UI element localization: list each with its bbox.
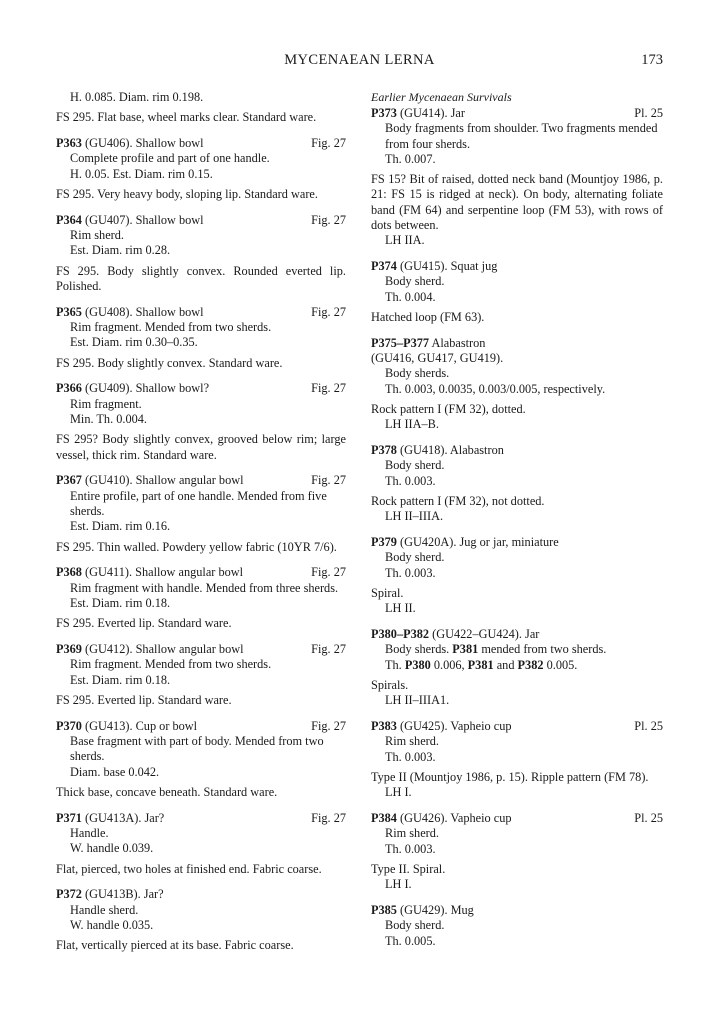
- figure-reference: Fig. 27: [311, 565, 346, 580]
- catalogue-entry-p375: [371, 336, 663, 433]
- date-range: LH I.: [385, 877, 412, 892]
- detail-text: Body sherds.: [385, 642, 453, 657]
- entry-detail-line: Th. 0.003, 0.0035, 0.003/0.005, respectively.: [385, 381, 606, 396]
- entry-heading-text: [56, 811, 311, 826]
- catalogue-number: P368: [56, 565, 82, 580]
- catalogue-number: P383: [371, 719, 397, 734]
- entry-note: [56, 540, 346, 555]
- entry-heading: [56, 381, 346, 396]
- date-range: LH I.: [385, 785, 412, 800]
- catalogue-number: P385: [371, 903, 397, 918]
- entry-note-text: Rock pattern I (FM 32), not dotted.: [371, 494, 545, 509]
- catalogue-number: P378: [371, 443, 397, 458]
- entry-detail-line: Body sherd.: [385, 458, 445, 473]
- entry-detail-line: Th. 0.004.: [385, 289, 436, 304]
- catalogue-entry-p371: [56, 811, 346, 877]
- entry-detail-line: Est. Diam. rim 0.16.: [70, 519, 171, 534]
- figure-reference: Fig. 27: [311, 381, 346, 396]
- entry-detail-line: Handle.: [70, 826, 109, 841]
- inventory-and-shape: (GU420A). Jug or jar, miniature: [400, 535, 559, 550]
- entry-note-text: Flat, vertically pierced at its base. Fabric coarse.: [56, 938, 294, 953]
- catalogue-entry-p383: [371, 719, 663, 800]
- entry-detail-line: Body fragments from shoulder. Two fragments mended from four sherds.: [385, 121, 658, 151]
- entry-heading: [56, 305, 346, 320]
- entry-note: [371, 402, 663, 433]
- figure-reference: Pl. 25: [634, 106, 663, 120]
- catalogue-number: P372: [56, 887, 82, 902]
- catalogue-entry-p385: [371, 903, 663, 949]
- inventory-and-shape: (GU411). Shallow angular bowl: [85, 565, 244, 580]
- catalogue-entry-p366: [56, 381, 346, 462]
- entry-detail-line: H. 0.085. Diam. rim 0.198.: [70, 90, 204, 104]
- entry-note-text: FS 295? Body slightly convex, grooved below rim; large vessel, thick rim. Standard ware.: [56, 432, 346, 462]
- figure-reference: Fig. 27: [311, 810, 346, 825]
- entry-heading: [56, 213, 346, 228]
- catalogue-entry-p380: [371, 627, 663, 708]
- catalogue-number: P374: [371, 259, 397, 274]
- entry-detail-line: W. handle 0.035.: [70, 918, 154, 933]
- inventory-and-shape: (GU425). Vapheio cup: [400, 719, 512, 734]
- entry-detail-line: Min. Th. 0.004.: [70, 412, 147, 427]
- catalogue-entry-p368: [56, 565, 346, 631]
- entry-heading: [371, 903, 663, 918]
- entry-note: [371, 310, 663, 325]
- entry-note: [371, 586, 663, 617]
- entry-heading: [371, 719, 663, 734]
- entry-note: [56, 264, 346, 295]
- entry-heading-text: [56, 305, 311, 320]
- catalogue-number: P380–P382: [371, 627, 430, 642]
- catalogue-number: P380: [404, 657, 431, 672]
- entry-detail-line: Rim sherd.: [385, 826, 439, 841]
- inventory-and-shape: (GU407). Shallow bowl: [85, 212, 204, 227]
- date-range: LH IIA.: [385, 233, 425, 248]
- catalogue-number: P373: [371, 106, 397, 120]
- entry-detail-line: Rim sherd.: [385, 734, 439, 749]
- entry-note-text: Hatched loop (FM 63).: [371, 310, 485, 325]
- inventory-and-shape: (GU429). Mug: [400, 903, 474, 918]
- entry-note: [56, 110, 346, 125]
- inventory-and-shape: (GU413). Cup or bowl: [85, 718, 198, 733]
- date-range: LH IIA–B.: [385, 417, 439, 432]
- entry-detail-line: Complete profile and part of one handle.: [70, 151, 270, 166]
- catalogue-number: P381: [452, 642, 479, 657]
- inventory-and-shape: (GU408). Shallow bowl: [85, 304, 204, 319]
- entry-note: [56, 616, 346, 631]
- date-range: LH II–IIIA1.: [385, 693, 450, 708]
- detail-text: and: [493, 657, 518, 672]
- catalogue-number: P369: [56, 642, 82, 657]
- entry-heading: [56, 887, 346, 902]
- entry-heading-text: [56, 381, 311, 396]
- catalogue-entry-p367: [56, 473, 346, 554]
- entry-heading: [56, 642, 346, 657]
- entry-note: [371, 770, 663, 801]
- entry-detail-line: Handle sherd.: [70, 902, 139, 917]
- catalogue-number: P375–P377: [371, 335, 430, 350]
- inventory-and-shape: (GU412). Shallow angular bowl: [85, 642, 244, 657]
- entry-note: [371, 494, 663, 525]
- catalogue-entry-cont: [56, 90, 346, 126]
- entry-detail-line: Est. Diam. rim 0.18.: [70, 672, 171, 687]
- entry-detail-line: Body sherd.: [385, 274, 445, 289]
- entry-note: [56, 785, 346, 800]
- entry-detail-line: Body sherd.: [385, 918, 445, 933]
- catalogue-entry-p379: [371, 535, 663, 616]
- entry-detail-line: Est. Diam. rim 0.30–0.35.: [70, 335, 198, 350]
- entry-heading: [56, 811, 346, 826]
- entry-note: [56, 356, 346, 371]
- catalogue-number: P379: [371, 535, 397, 550]
- entry-note: [56, 187, 346, 202]
- entry-note: [371, 172, 663, 248]
- catalogue-number: P363: [56, 136, 82, 151]
- entry-note: [371, 678, 663, 709]
- figure-reference: Pl. 25: [634, 719, 663, 734]
- entry-note-text: FS 295. Body slightly convex. Standard ware.: [56, 355, 283, 370]
- entry-detail-line: Base fragment with part of body. Mended from two sherds.: [70, 734, 324, 764]
- inventory-and-shape: (GU415). Squat jug: [400, 259, 498, 274]
- entry-note-text: Type II (Mountjoy 1986, p. 15). Ripple pattern (FM 78).: [371, 769, 649, 784]
- catalogue-entry-p363: [56, 136, 346, 202]
- entry-note-text: FS 295. Thin walled. Powdery yellow fabric (10YR 7/6).: [56, 539, 337, 554]
- inventory-numbers: (GU416, GU417, GU419).: [371, 351, 504, 366]
- catalogue-number: P370: [56, 718, 82, 733]
- entry-note-text: Flat, pierced, two holes at finished end. Fabric coarse.: [56, 861, 322, 876]
- entry-heading: [371, 811, 663, 826]
- right-column: [371, 90, 663, 949]
- catalogue-number: P384: [371, 811, 397, 826]
- catalogue-entry-p365: [56, 305, 346, 371]
- figure-reference: Fig. 27: [311, 304, 346, 319]
- entry-heading-text: [371, 811, 634, 826]
- figure-reference: Fig. 27: [311, 136, 346, 151]
- inventory-and-shape: Alabastron: [431, 335, 486, 350]
- detail-text: 0.005.: [543, 657, 578, 672]
- entry-detail-line: Th. 0.005.: [385, 933, 436, 948]
- inventory-and-shape: (GU406). Shallow bowl: [85, 136, 204, 151]
- entry-detail-line: Est. Diam. rim 0.28.: [70, 243, 171, 258]
- inventory-and-shape: (GU410). Shallow angular bowl: [85, 473, 244, 488]
- running-title: MYCENAEAN LERNA: [284, 52, 435, 68]
- entry-detail-line: [371, 658, 663, 673]
- figure-reference: Fig. 27: [311, 473, 346, 488]
- entry-heading-text: [56, 213, 311, 228]
- entry-heading-text: [371, 535, 663, 550]
- entry-detail-line: Rim sherd.: [70, 228, 124, 243]
- entry-detail-line: Th. 0.003.: [385, 565, 436, 580]
- entry-detail-line: Body sherd.: [385, 550, 445, 565]
- catalogue-entry-p370: [56, 719, 346, 800]
- entry-heading-text: [371, 259, 663, 274]
- entry-detail-line: [371, 642, 663, 657]
- entry-heading-text: [371, 443, 663, 458]
- figure-reference: Fig. 27: [311, 212, 346, 227]
- detail-text: mended from two sherds.: [478, 642, 607, 657]
- entry-heading: [371, 535, 663, 550]
- entry-heading-text: [371, 627, 663, 642]
- entry-heading-text: [371, 903, 663, 918]
- entry-detail-line: W. handle 0.039.: [70, 841, 154, 856]
- entry-heading: [371, 443, 663, 458]
- inventory-and-shape: (GU413B). Jar?: [85, 887, 164, 902]
- entry-heading-text: [56, 565, 311, 580]
- entry-detail-line: Rim fragment with handle. Mended from three sherds.: [70, 580, 339, 595]
- inventory-and-shape: (GU414). Jar: [400, 106, 465, 120]
- entry-detail-line: Th. 0.003.: [385, 749, 436, 764]
- inventory-and-shape: (GU409). Shallow bowl?: [85, 381, 210, 396]
- entry-heading-text: [56, 473, 311, 488]
- entry-heading-text: [56, 719, 311, 734]
- entry-note-text: FS 295. Everted lip. Standard ware.: [56, 616, 232, 631]
- catalogue-entry-p364: [56, 213, 346, 294]
- catalogue-number: P367: [56, 473, 82, 488]
- entry-note: [56, 938, 346, 953]
- entry-detail-line: Rim fragment. Mended from two sherds.: [70, 320, 272, 335]
- catalogue-number: P365: [56, 304, 82, 319]
- entry-detail-line: Est. Diam. rim 0.18.: [70, 596, 171, 611]
- entry-detail-line: Th. 0.003.: [385, 473, 436, 488]
- entry-detail-line: H. 0.05. Est. Diam. rim 0.15.: [70, 166, 213, 181]
- entry-note-text: FS 15? Bit of raised, dotted neck band (Mountjoy 1986, p. 21: FS 15 is ridged at neck). On body, alternating foliate band (FM 64) and serpentine loop (FM 53), with rows of dots between.: [371, 172, 663, 233]
- entry-heading: [371, 259, 663, 274]
- catalogue-entry-p369: [56, 642, 346, 708]
- entry-heading: [56, 565, 346, 580]
- entry-note: [56, 862, 346, 877]
- inventory-and-shape: (GU422–GU424). Jar: [432, 627, 540, 642]
- entry-detail-line: Th. 0.007.: [385, 151, 436, 166]
- catalogue-entry-p372: [56, 887, 346, 953]
- entry-heading: [56, 473, 346, 488]
- catalogue-entry-p378: [371, 443, 663, 524]
- catalogue-number: P364: [56, 212, 82, 227]
- entry-note-text: FS 295. Very heavy body, sloping lip. Standard ware.: [56, 186, 318, 201]
- entry-note: [56, 432, 346, 463]
- entry-heading: [371, 336, 663, 351]
- running-header: [0, 52, 719, 72]
- entry-note-text: FS 295. Flat base, wheel marks clear. Standard ware.: [56, 110, 317, 125]
- entry-note-text: FS 295. Everted lip. Standard ware.: [56, 693, 232, 707]
- left-column: [56, 90, 346, 954]
- entry-detail-line: Rim fragment. Mended from two sherds.: [70, 657, 272, 672]
- entry-heading: [56, 719, 346, 734]
- entry-detail-line: Rim fragment.: [70, 396, 142, 411]
- section-heading: Earlier Mycenaean Survivals: [371, 90, 512, 104]
- catalogue-number: P366: [56, 381, 82, 396]
- entry-note-text: FS 295. Body slightly convex. Rounded everted lip. Polished.: [56, 263, 346, 293]
- figure-reference: Pl. 25: [634, 811, 663, 826]
- entry-heading-text: [56, 887, 346, 902]
- figure-reference: Fig. 27: [311, 642, 346, 657]
- catalogue-entry-p384: [371, 811, 663, 892]
- entry-detail-line: Body sherds.: [385, 366, 450, 381]
- catalogue-number: P381: [467, 657, 494, 672]
- entry-heading: [371, 106, 663, 121]
- catalogue-number: P371: [56, 810, 82, 825]
- entry-heading-text: [371, 719, 634, 734]
- entry-heading-text: [56, 136, 311, 151]
- entry-note-text: Spirals.: [371, 678, 409, 692]
- entry-heading: [56, 136, 346, 151]
- entry-note: [371, 862, 663, 893]
- detail-text: Th.: [385, 657, 405, 672]
- catalogue-entry-p374: [371, 259, 663, 325]
- catalogue-entry-p373: [371, 106, 663, 249]
- entry-note-text: Spiral.: [371, 586, 404, 601]
- entry-note: [56, 693, 346, 708]
- entry-heading: [371, 627, 663, 642]
- entry-detail-line: Th. 0.003.: [385, 841, 436, 856]
- inventory-and-shape: (GU418). Alabastron: [400, 443, 504, 458]
- inventory-and-shape: (GU413A). Jar?: [85, 810, 165, 825]
- detail-text: 0.006,: [430, 657, 468, 672]
- entry-heading-text: [371, 106, 634, 121]
- figure-reference: Fig. 27: [311, 718, 346, 733]
- entry-note-text: Type II. Spiral.: [371, 861, 446, 876]
- entry-detail-line: Diam. base 0.042.: [70, 764, 160, 779]
- page-number: 173: [641, 52, 663, 68]
- entry-heading-text: [56, 642, 311, 657]
- entry-note-text: Thick base, concave beneath. Standard ware.: [56, 784, 278, 799]
- date-range: LH II–IIIA.: [385, 509, 444, 524]
- date-range: LH II.: [385, 601, 416, 616]
- catalogue-number: P382: [517, 657, 544, 672]
- entry-note-text: Rock pattern I (FM 32), dotted.: [371, 402, 526, 417]
- entry-heading-text: [371, 336, 663, 351]
- inventory-and-shape: (GU426). Vapheio cup: [400, 811, 512, 826]
- entry-detail-line: Entire profile, part of one handle. Mended from five sherds.: [70, 488, 327, 519]
